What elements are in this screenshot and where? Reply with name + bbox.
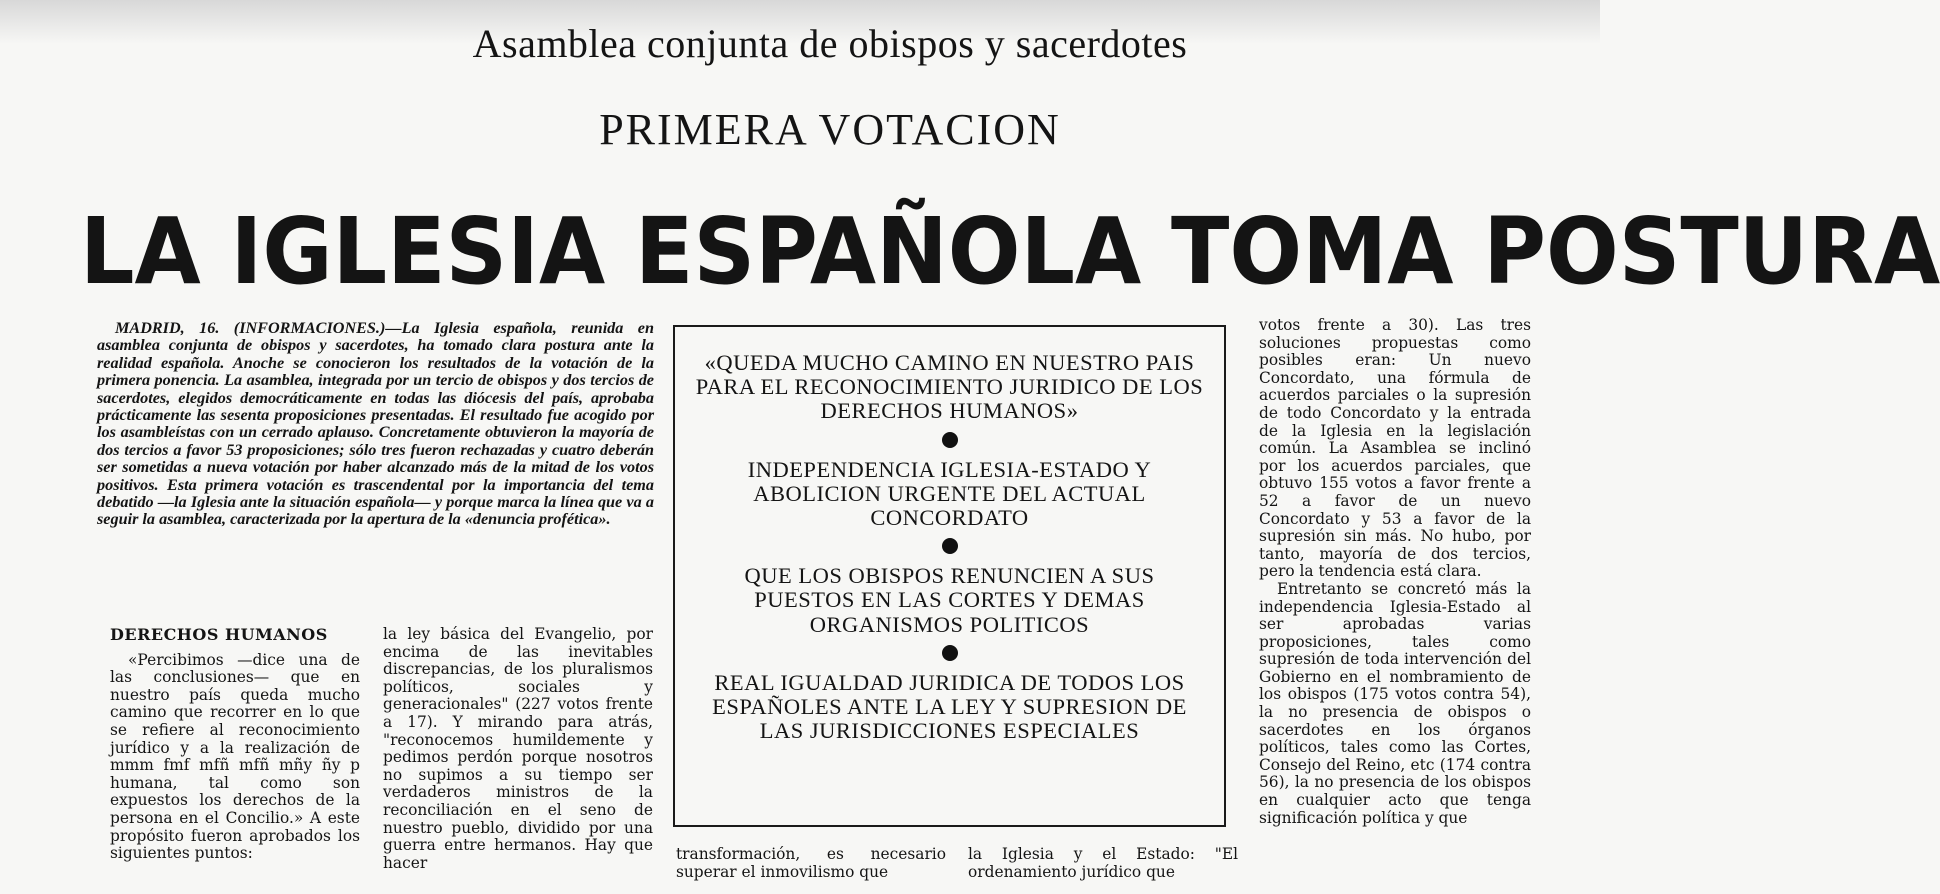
bullet-icon: [942, 538, 958, 554]
highlight-4: REAL IGUALDAD JURIDICA DE TODOS LOS ESPAÑOLES ANTE LA LEY Y SUPRESION DE LAS JURISDICCIONES ESPECIALES: [712, 669, 1187, 744]
highlight-2: INDEPENDENCIA IGLESIA-ESTADO Y ABOLICION URGENTE DEL ACTUAL CONCORDATO: [747, 456, 1152, 531]
article-column-1: [110, 626, 360, 863]
column-2-text: la ley básica del Evangelio, por encima de las inevitables discrepancias, de los pluralismos políticos, sociales y generacionales" (227 votos frente a 17). Y mirando para atrás, "reconocemos humildemente y pedimos perdón porque nosotros no supimos a su tiempo ser verdaderos ministros de la reconciliación en el seno de nuestro pueblo, dividido por una guerra entre hermanos. Hay que hacer: [383, 625, 653, 872]
article-column-3: [676, 846, 946, 881]
lead-paragraph: [97, 320, 654, 529]
article-column-4: [968, 846, 1238, 881]
dateline: MADRID, 16. (INFORMACIONES.)—: [115, 319, 402, 337]
main-headline: LA IGLESIA ESPAÑOLA TOMA POSTURA: [80, 198, 1940, 305]
bullet-icon: [942, 645, 958, 661]
bullet-icon: [942, 432, 958, 448]
column-1-text: «Percibimos —dice una de las conclusiones— que en nuestro país queda mucho camino que recorrer en lo que se refiere al reconocimiento jurídico y a la realización de mmm fmf mfñ mfñ mñy ñy p humana, tal como son expuestos los derechos de la persona en el Concilio.» A este propósito fueron aprobados los siguientes puntos:: [110, 650, 360, 863]
section-heading: DERECHOS HUMANOS: [110, 625, 328, 644]
kicker-heading: Asamblea conjunta de obispos y sacerdotes: [472, 21, 1188, 66]
column-5-paragraph-2: Entretanto se concretó más la independencia Iglesia-Estado al ser aprobadas varias proposiciones, tales como supresión de toda intervención del Gobierno en el nombramiento de los obispos (175 votos contra 54), la no presencia de obispos o sacerdotes en los órganos políticos, tales como las Cortes, Consejo del Reino, etc (174 contra 56), la no presencia de los obispos en cualquier acto que tenga significación política y que: [1259, 579, 1531, 827]
column-5-paragraph-1: votos frente a 30). Las tres soluciones propuestas como posibles eran: Un nuevo Concordato, una fórmula de acuerdos parciales o la supresión de todo Concordato y la entrada de la Iglesia en la legislación común. La Asamblea se inclinó por los acuerdos parciales, que obtuvo 155 votos a favor frente a 52 a favor de un nuevo Concordato y 53 a favor de la supresión sin más. No hubo, por tanto, mayoría de dos tercios, pero la tendencia está clara.: [1259, 316, 1531, 581]
column-3-text: transformación, es necesario superar el inmovilismo que: [676, 845, 946, 881]
lead-text: La Iglesia española, reunida en asamblea conjunta de obispos y sacerdotes, ha tomado clara postura ante la realidad española. Anoche se conocieron los resultados de la votación de la primera ponencia. La asamblea, integrada por un tercio de obispos y dos tercios de sacerdotes, elegidos democráticamente en todas las diócesis del país, aprobaba prácticamente las sesenta proposiciones presentadas. El resultado fue acogido por los asambleístas con un cerrado aplauso. Concretamente obtuvieron la mayoría de dos tercios a favor 53 proposiciones; sólo tres fueron rechazadas y cuatro deberán ser sometidas a nueva votación por haber alcanzado más de la mitad de los votos positivos. Esta primera votación es trascendental por la importancia del tema debatido —la Iglesia ante la situación española— y porque marca la línea que va a seguir la asamblea, caracterizada por la apertura de la «denuncia profética».: [97, 319, 654, 529]
article-column-2: [383, 626, 653, 872]
column-4-text: la Iglesia y el Estado: "El ordenamiento jurídico que: [968, 845, 1238, 881]
highlights-box: [673, 325, 1226, 827]
article-column-5: [1259, 317, 1531, 827]
subheading: PRIMERA VOTACION: [599, 105, 1061, 154]
highlight-3: QUE LOS OBISPOS RENUNCIEN A SUS PUESTOS EN LAS CORTES Y DEMAS ORGANISMOS POLITICOS: [744, 563, 1155, 637]
highlight-1: «QUEDA MUCHO CAMINO EN NUESTRO PAIS PARA EL RECONOCIMIENTO JURIDICO DE LOS DERECHOS HUMANOS»: [695, 350, 1204, 424]
